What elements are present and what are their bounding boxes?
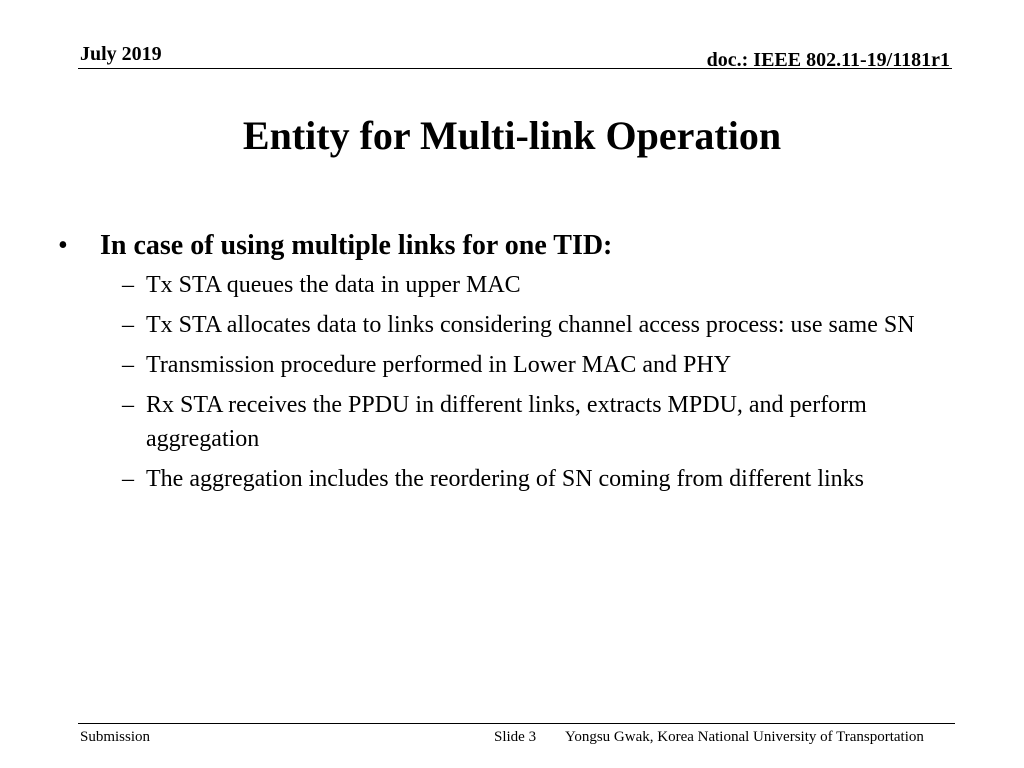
sub-bullet [58,308,951,342]
dash-marker: – [122,392,134,418]
footer-slide-number: Slide 3 [494,729,537,745]
sub-bullet [58,462,951,496]
sub-bullet-list [58,268,958,496]
sub-bullet-text: Tx STA queues the data in upper MAC [146,272,521,298]
bullet-list [58,224,958,502]
header-date: July 2019 [80,43,162,65]
dash-marker: – [122,352,134,378]
sub-bullet-text: The aggregation includes the reordering of SN coming from different links [146,466,865,492]
sub-bullet [58,388,951,456]
dash-marker: – [122,272,134,298]
main-bullet-text: In case of using multiple links for one TID: [100,230,613,261]
dash-marker: – [122,466,134,492]
header-divider [78,68,952,69]
sub-bullet [58,268,951,302]
sub-bullet [58,348,951,382]
dash-marker: – [122,312,134,338]
sub-bullet-text: Tx STA allocates data to links considering channel access process: use same SN [146,312,915,338]
header-doc-number: doc.: IEEE 802.11-19/1181r1 [706,49,950,71]
sub-bullet-text: Transmission procedure performed in Lower MAC and PHY [146,352,732,378]
footer-submission: Submission [80,729,151,745]
bullet-marker: • [58,230,68,261]
main-bullet [58,224,958,268]
sub-bullet-text: Rx STA receives the PPDU in different links, extracts MPDU, and perform aggregation [146,392,867,452]
footer-divider [78,723,955,724]
footer-author: Yongsu Gwak, Korea National University of Transportation [565,729,924,745]
slide-title: Entity for Multi-link Operation [242,113,782,158]
